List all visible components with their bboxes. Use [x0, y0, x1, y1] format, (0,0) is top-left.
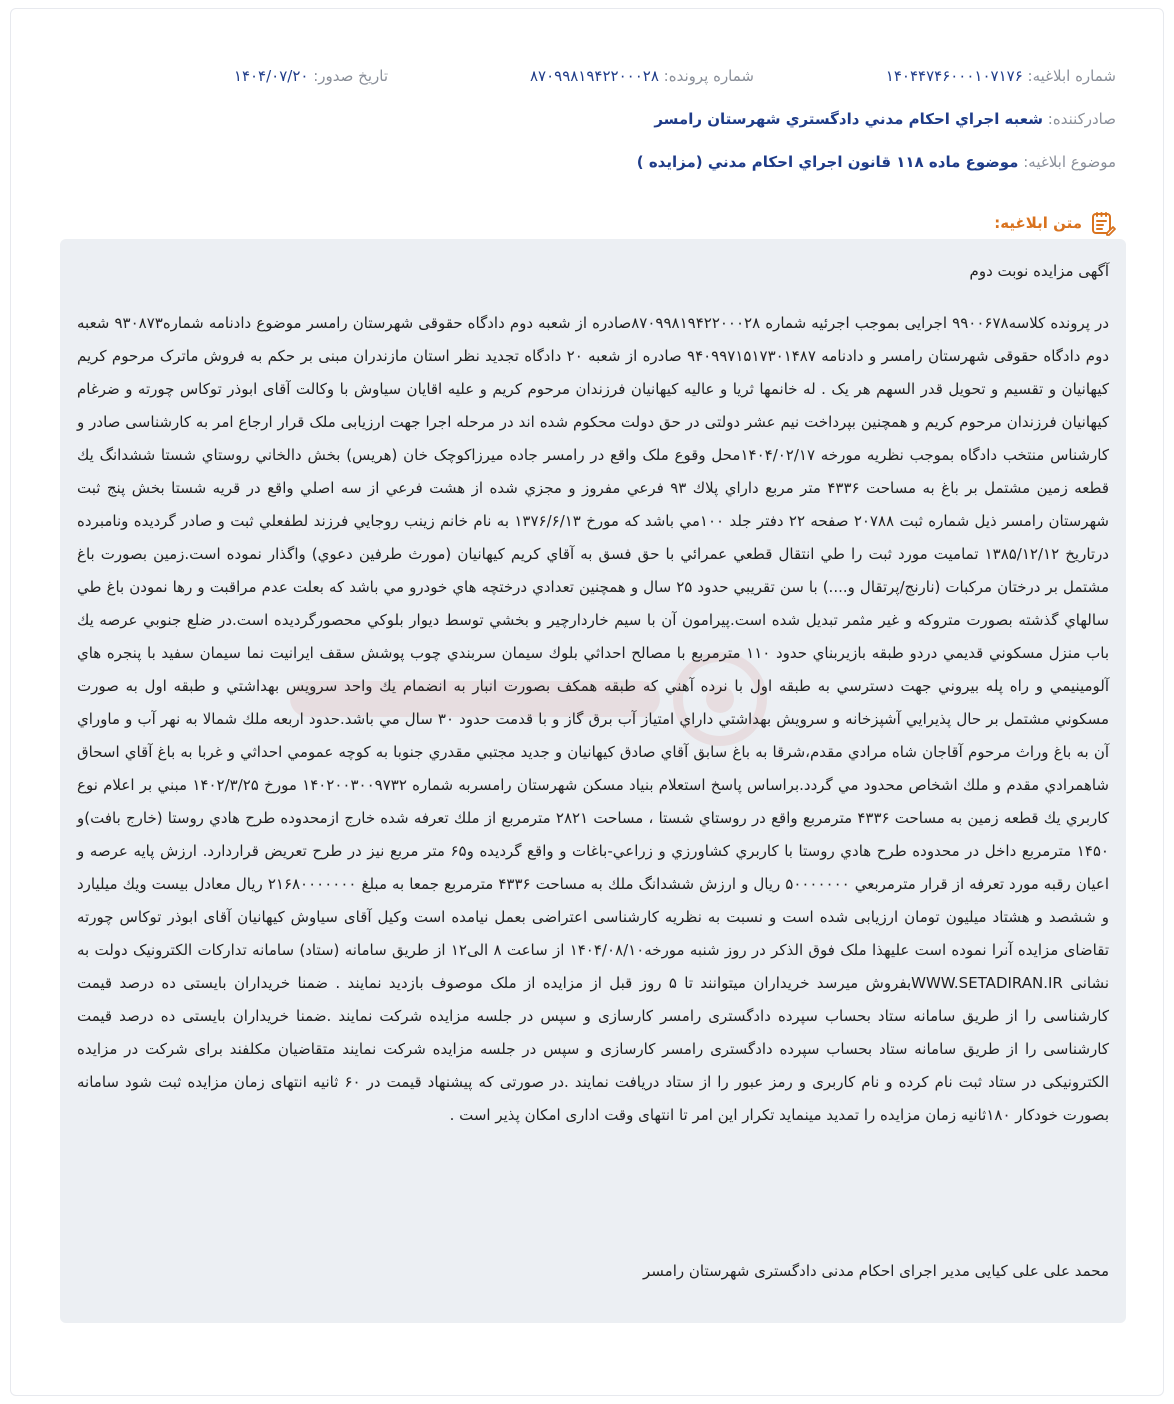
subject-label: موضوع ابلاغیه:: [1023, 153, 1116, 171]
notice-text-heading: [994, 210, 1116, 236]
file-number: [530, 67, 754, 85]
notice-text-panel: [60, 239, 1126, 1323]
notice-subject: [58, 153, 1116, 171]
notice-meta-row: [58, 67, 1116, 93]
issuer: [58, 110, 1116, 128]
notice-signature: محمد علی علی کیایی مدیر اجرای احکام مدنی دادگستری شهرستان رامسر: [643, 1262, 1109, 1280]
file-number-label: شماره پرونده:: [663, 67, 754, 85]
issuer-label: صادرکننده:: [1047, 110, 1116, 128]
notice-text-label: متن ابلاغیه:: [994, 214, 1082, 232]
notice-document-icon: [1090, 210, 1116, 236]
issue-date-value: ۱۴۰۴/۰۷/۲۰: [233, 67, 309, 85]
issue-date: [234, 67, 388, 85]
file-number-value: ۸۷۰۹۹۸۱۹۴۲۲۰۰۰۲۸: [529, 67, 659, 85]
notice-content: [77, 259, 1109, 1132]
notice-body: در پرونده کلاسه۹۹۰۰۶۷۸ اجرایی بموجب اجرئیه شماره ۸۷۰۹۹۸۱۹۴۲۲۰۰۰۲۸صادره از شعبه دوم دادگاه حقوقی شهرستان رامسر موضوع دادنامه شماره۹۳۰۸۷۳ شعبه دوم دادگاه حقوقی شهرستان رامسر و دادنامه ۹۴۰۹۹۷۱۵۱۷۳۰۱۴۸۷ صادره از شعبه ۲۰ دادگاه تجدید نظر استان مازندران مبنی بر حکم به فروش ماترک مرحوم کریم کیهانیان و تقسیم و تحویل قدر السهم هر یک . له خانمها ثریا و عالیه کیهانیان فرزندان مرحوم کریم و علیه اقایان سیاوش با وکالت آقای ابوذر توکاس چورته و ضرغام کیهانیان فرزندان مرحوم کریم و همچنین بپرداخت نیم عشر دولتی در حق دولت محکوم شده اند در مرحله اجرا جهت ارزیابی ملک قرار ارجاع امر به کارشناسی صادر و کارشناس منتخب دادگاه بموجب نظریه مورخه ۱۴۰۴/۰۲/۱۷محل وقوع ملک واقع در رامسر جاده میرزاکوچک خان (هريس) بخش دالخاني روستاي شستا ششدانگ يك قطعه زمين مشتمل بر باغ به مساحت ۴۳۳۶ متر مربع داراي پلاك ۹۳ فرعي مفروز و مجزي شده از هشت فرعي از سه اصلي واقع در قريه شستا بخش پنج ثبت شهرستان رامسر ذيل شماره ثبت ۲۰۷۸۸ صفحه ۲۲ دفتر جلد ۱۰۰مي باشد كه مورخ ۱۳۷۶/۶/۱۳ به نام خانم زينب روجايي فرزند لطفعلي ثبت و صادر گرديده ونامبرده درتاريخ ۱۳۸۵/۱۲/۱۲ تماميت مورد ثبت را طي انتقال قطعي عمرائي با حق فسق به آقاي كريم كيهانيان (مورث طرفين دعوي) واگذار نموده است.زمين بصورت باغ مشتمل بر درختان مركبات (نارنج/پرتقال و....) با سن تقريبي حدود ۲۵ سال و همچنين تعدادي درختچه هاي خودرو مي باشد كه بعلت عدم مراقبت و رها نمودن باغ طي سالهاي گذشته بصورت متروكه و غير مثمر تبديل شده است.پيرامون آن با سيم خاردارچير و بخشي توسط ديوار بلوكي محصورگرديده است.در ضلع جنوبي عرصه يك باب منزل مسكوني قديمي دردو طبقه بازيربناي حدود ۱۱۰ مترمربع با مصالح احداثي بلوك سيمان سربندي چوب پوشش سقف ايرانيت نما سيمان سفيد با پنجره هاي آلومينيمي و راه پله بيروني جهت دسترسي به طبقه اول با نرده آهني كه طبقه همكف بصورت انبار به انضمام يك واحد سرويس بهداشتي و طبقه اول به صورت مسكوني مشتمل بر حال پذيرايي آشپزخانه و سرويش بهداشتي داراي امتياز آب برق گاز و با قدمت حدود ۳۰ سال مي باشد.حدود اربعه ملك شمالا به نهر آب و ماوراي آن به باغ وراث مرحوم آقاجان شاه مرادي مقدم،شرقا به باغ سابق آقاي صادق كيهانيان و جديد مجتبي مقدري جنوبا به كوچه عمومي احداثي و غربا به باغ آقاي اسحاق شاهمرادي مقدم و ملك اشخاص محدود مي گردد.براساس پاسخ استعلام بنياد مسكن شهرستان رامسربه شماره ۱۴۰۲۰۰۳۰۰۹۷۳۲ مورخ ۱۴۰۲/۳/۲۵ مبني بر اعلام نوع كاربري يك قطعه زمين به مساحت ۴۳۳۶ مترمربع واقع در روستاي شستا ، مساحت ۲۸۲۱ مترمربع از ملك تعرفه شده خارج ازمحدوده طرح هادي روستا (خارج بافت)و ۱۴۵۰ مترمربع داخل در محدوده طرح هادي روستا با كاربري كشاورزي و زراعي-باغات و واقع گرديده و۶۵ متر مربع نيز در طرح تعريض قراردارد. ارزش پايه عرصه و اعيان رقبه مورد تعرفه از قرار مترمربعي ۵۰۰۰۰۰۰۰ ريال و ارزش ششدانگ ملك به مساحت ۴۳۳۶ مترمربع جمعا به مبلغ ۲۱۶۸۰۰۰۰۰۰۰ ريال معادل بيست ويك ميليارد و ششصد و هشتاد میلیون تومان ارزیابی شده است و نسبت به نظریه کارشناسی اعتراضی بعمل نیامده است وکیل آقای سیاوش کیهانیان آقای ابوذر توکاس چورته تقاضای مزایده آنرا نموده است علیهذا ملک فوق الذکر در روز شنبه مورخه۱۴۰۴/۰۸/۱۰ از ساعت ۸ الی۱۲ از طریق سامانه (ستاد) سامانه تدارکات الکترونیک دولت به نشانی WWW.SETADIRAN.IRبفروش میرسد خریداران میتوانند تا ۵ روز قبل از مزایده از ملک موصوف بازدید نمایند . ضمنا خریداران بایستی ده درصد قیمت کارشناسی را از طریق سامانه ستاد بحساب سپرده دادگستری رامسر کارسازی و سپس در جلسه مزایده شرکت نمایند .ضمنا خریداران بایستی ده درصد قیمت کارشناسی را از طریق سامانه ستاد بحساب سپرده دادگستری رامسر کارسازی و سپس در جلسه مزایده شرکت نمایند متقاضیان مکلفند برای شرکت در مزایده الکترونیکی در ستاد ثبت نام کرده و نام کاربری و رمز عبور را از ستاد دریافت نمایند .در صورتی که پیشنهاد قیمت در ۶۰ ثانیه انتهای زمان مزایده ثبت شود سامانه بصورت خودکار ۱۸۰ثانیه زمان مزایده را تمدید مینماید تکرار این امر تا انتهای وقت اداری امکان پذیر است .: [77, 314, 1110, 1124]
issuer-value: شعبه اجراي احكام مدني دادگستري شهرستان رامسر: [654, 110, 1043, 128]
subject-value: موضوع ماده ۱۱۸ قانون اجراي احكام مدني (مزايده ): [636, 153, 1019, 171]
notice-number-value: ۱۴۰۴۴۷۴۶۰۰۰۱۰۷۱۷۶: [885, 67, 1023, 85]
notice-headline: آگهی مزایده نوبت دوم: [969, 262, 1109, 280]
issue-date-label: تاریخ صدور:: [313, 67, 388, 85]
notice-number: [886, 67, 1116, 85]
notice-number-label: شماره ابلاغیه:: [1027, 67, 1116, 85]
